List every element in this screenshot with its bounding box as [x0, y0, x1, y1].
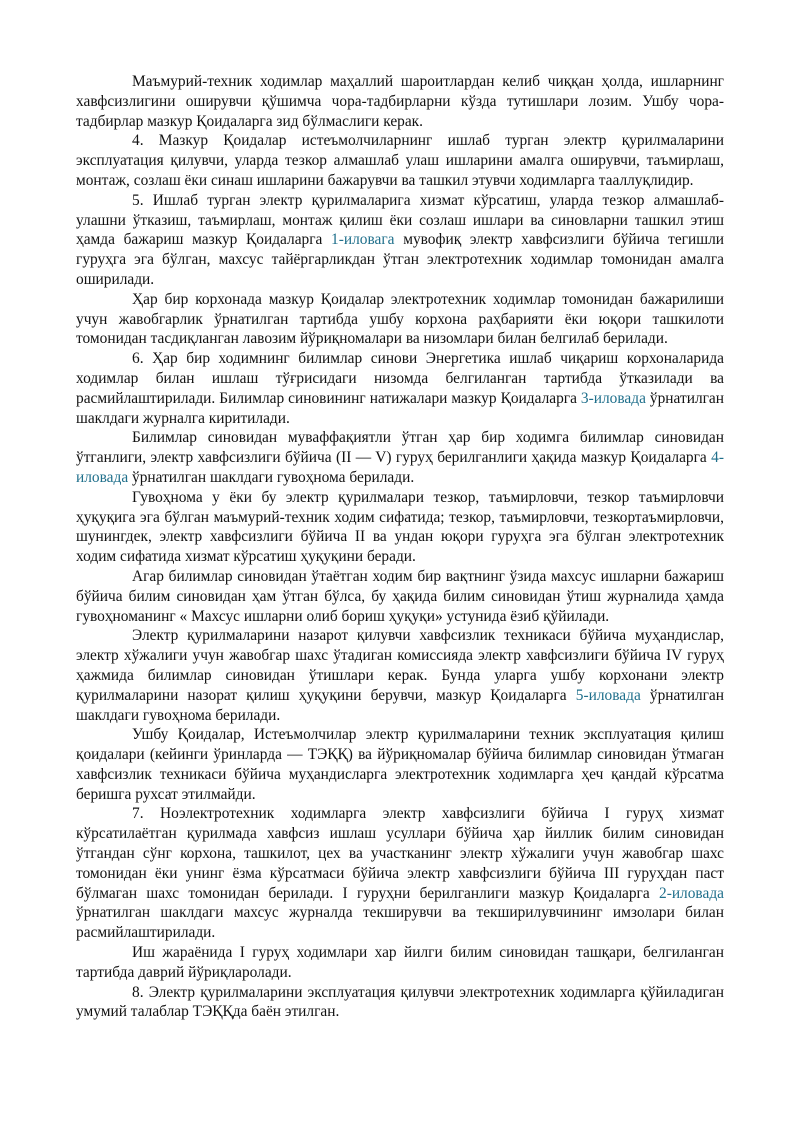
paragraph-9 — [76, 626, 724, 725]
appendix-4-link[interactable]: 4-иловада — [76, 449, 724, 486]
paragraph-text: ўрнатилган шаклдаги журналга киритилади. — [76, 389, 725, 427]
paragraph-10 — [76, 725, 724, 804]
paragraph-text: Ҳар бир корхонада мазкур Қоидалар электротехник ходимлар томонидан бажарилиши учун жавобгарлик ўрнатилган тартибда ушбу корхона раҳбарияти ёки юқори ташкилоти томонидан тасдиқланган лавозим йўриқномалари ва низомлари билан белгилаб берилади. — [76, 290, 724, 348]
paragraph-text: ўрнатилган шаклдаги махсус журналда текширувчи ва текширилувчининг имзолари билан расмийлаштирилади. — [76, 904, 724, 942]
appendix-5-link[interactable]: 5-иловада — [575, 686, 641, 704]
appendix-3-link[interactable]: 3-иловада — [580, 389, 646, 407]
paragraph-text: ўрнатилган шаклдаги гувоҳнома берилади. — [76, 686, 724, 724]
paragraph-6 — [76, 428, 724, 487]
paragraph-text: 8. Электр қурилмаларини эксплуатация қилувчи электротехник ходимларга қўйиладиган умумий талаблар ТЭҚҚда баён этилган. — [76, 983, 724, 1021]
paragraph-text: 4. Мазкур Қоидалар истеъмолчиларнинг ишлаб турган электр қурилмаларини эксплуатация қилувчи, уларда тезкор алмашлаб улаш ишларини амалга оширувчи, таъмирлаш, монтаж, созлаш ёки синаш ишларини бажарувчи ва ташкил этувчи ходимларга тааллуқлидир. — [76, 132, 724, 189]
paragraph-text: 6. Ҳар бир ходимнинг билимлар синови Энергетика ишлаб чиқариш корхоналарида ходимлар билан ишлаш тўғрисидаги низомда белгиланган тартибда ўтказилади ва расмийлаштирилади. Билимлар синовининг натижалари мазкур Қоидаларга — [76, 350, 724, 407]
paragraph-4 — [76, 290, 724, 349]
appendix-2-link[interactable]: 2-иловада — [659, 884, 724, 902]
paragraph-3 — [76, 191, 724, 290]
paragraph-text: 5. Ишлаб турган электр қурилмаларига хизмат кўрсатиш, уларда тезкор алмашлаб-улашни ўтказиш, таъмирлаш, монтаж қилиш ёки созлаш ишлари ва синовларни ташкил этиш ҳамда бажариш мазкур Қоидаларга — [76, 191, 724, 249]
document-page — [76, 72, 724, 1022]
paragraph-11 — [76, 804, 724, 943]
paragraph-text: Билимлар синовидан муваффақиятли ўтган ҳар бир ходимга билимлар синовидан ўтганлиги, электр хавфсизлиги бўйича (II — V) гуруҳ берилганлиги ҳақида мазкур Қоидаларга — [76, 429, 724, 467]
paragraph-text: Иш жараёнида I гуруҳ ходимлари хар йилги билим синовидан ташқари, белгиланган тартибда даврий йўриқларолади. — [76, 944, 724, 981]
paragraph-text: Агар билимлар синовидан ўтаётган ходим бир вақтнинг ўзида махсус ишларни бажариш бўйича билим синовидан ҳам ўтган бўлса, бу ҳақида билим синовидан ўтиш журналида ҳамда гувоҳноманинг « Махсус ишларни олиб бориш ҳуқуқи» устунида ёзиб қўйилади. — [76, 567, 724, 625]
paragraph-13 — [76, 983, 724, 1023]
paragraph-text: Электр қурилмаларини назарот қилувчи хавфсизлик техникаси бўйича муҳандислар, электр хўжалиги учун жавобгар шахс ўтадиган комиссияда электр хавфсизлиги бўйича IV гуруҳ ҳажмида билимлар синовидан ўтишлари керак. Бунда уларга ушбу корхонани электр қурилмаларини назорат қилиш ҳуқуқини берувчи, мазкур Қоидаларга — [76, 627, 724, 704]
paragraph-text: мувофиқ электр хавфсизлиги бўйича тегишли гуруҳга эга бўлган, махсус тайёргарликдан ўтган электротехник ходимлар томонидан амалга оширилади. — [76, 231, 724, 288]
paragraph-5 — [76, 349, 724, 428]
appendix-1-link[interactable]: 1-иловага — [331, 231, 395, 249]
paragraph-text: Ушбу Қоидалар, Истеъмолчилар электр қурилмаларини техник эксплуатация қилиш қоидалари (кейинги ўринларда — ТЭҚҚ) ва йўриқномалар бўйича билимлар синовидан ўтмаган хавфсизлик техникаси бўйича муҳандисларга электротехник ходимларга ҳеч қандай кўрсатма беришга рухсат этилмайди. — [76, 726, 724, 803]
paragraph-text: ўрнатилган шаклдаги гувоҳнома берилади. — [128, 468, 415, 486]
paragraph-text: Маъмурий-техник ходимлар маҳаллий шароитлардан келиб чиққан ҳолда, ишларнинг хавфсизлигини оширувчи қўшимча чора-тадбирларни кўзда тутишлари лозим. Ушбу чора-тадбирлар мазкур Қоидаларга зид бўлмаслиги керак. — [76, 73, 724, 130]
paragraph-text: 7. Ноэлектротехник ходимларга электр хавфсизлиги бўйича I гуруҳ хизмат кўрсатилаётган қурилмада хавфсиз ишлаш усуллари бўйича ҳар йиллик билим синовидан ўтгандан сўнг корхона, ташкилот, цех ва участканинг электр хўжалиги учун жавобгар шахс томонидан ёки унинг ёзма кўрсатмаси бўйича электр хавфсизлиги бўйича III гуруҳдан паст бўлмаган шахс томонидан берилади. I гуруҳни берилганлиги мазкур Қоидаларга — [76, 805, 724, 902]
paragraph-1 — [76, 72, 724, 131]
paragraph-text: Гувоҳнома у ёки бу электр қурилмалари тезкор, таъмирловчи, тезкор таъмирловчи ҳуқуқига эга бўлган маъмурий-техник ходим сифатида; тезкор, таъмирловчи, тезкортаъмирловчи, шунингдек, электр хавфсизлиги бўйича II ва ундан юқори гуруҳга эга бўлган электротехник ходим сифатида хизмат кўрсатиш ҳуқуқини беради. — [76, 488, 724, 566]
paragraph-2 — [76, 131, 724, 190]
paragraph-7 — [76, 488, 724, 567]
paragraph-12 — [76, 943, 724, 983]
paragraph-8 — [76, 567, 724, 626]
